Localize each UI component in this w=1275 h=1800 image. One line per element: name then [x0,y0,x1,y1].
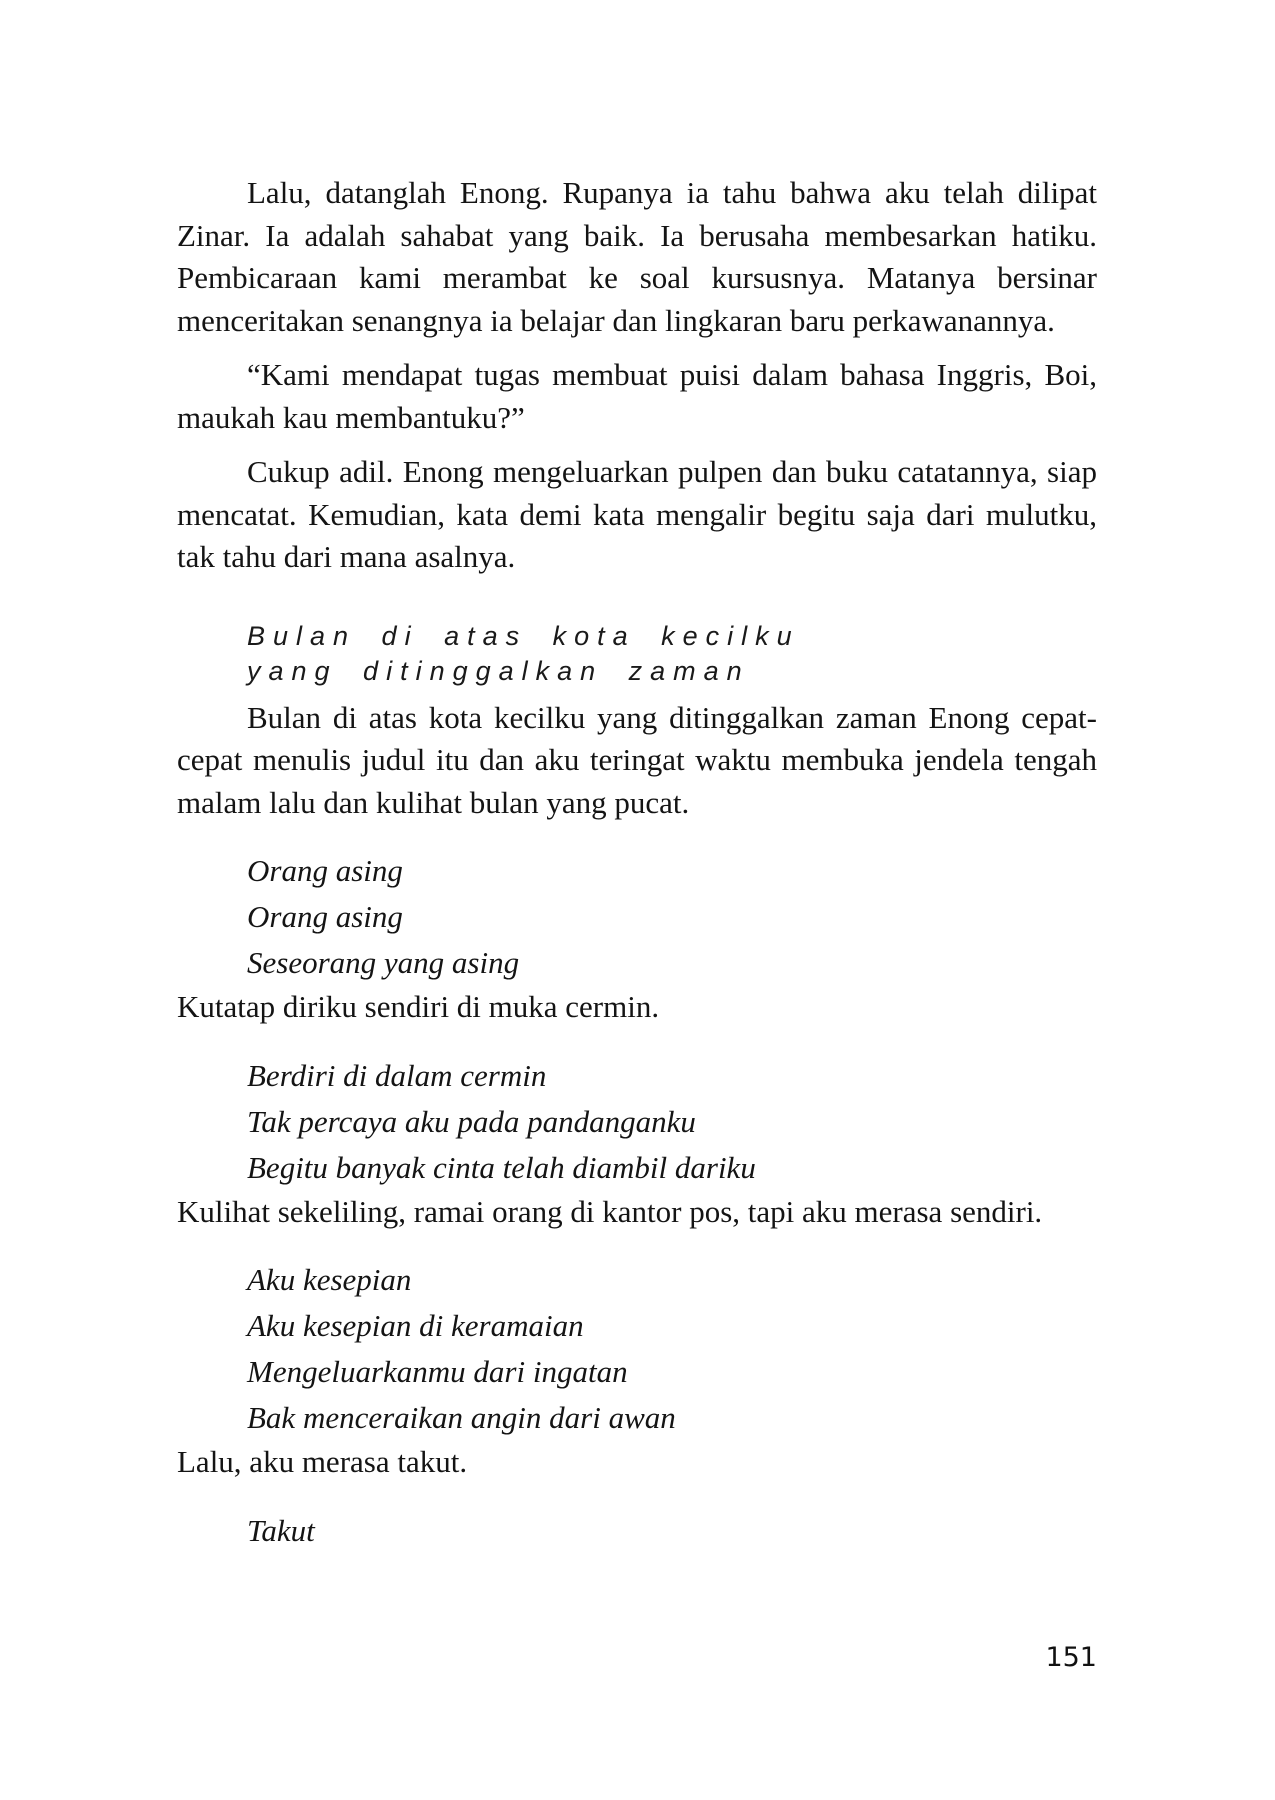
poem-line: Berdiri di dalam cermin [247,1057,547,1093]
poem-stanza [177,1053,1097,1191]
poem-stanza [177,1257,1097,1441]
flush-line: Lalu, aku merasa takut. [177,1444,468,1479]
body-paragraph: Cukup adil. Enong mengeluarkan pulpen dan buku catatannya, siap mencatat. Kemudian, kata demi kata mengalir begitu saja dari mulutku, tak tahu dari mana asalnya. [177,454,1097,574]
flush-line: Kutatap diriku sendiri di muka cermin. [177,989,660,1024]
poem-line: Aku kesepian [247,1262,412,1297]
poem-stanza [177,1508,1097,1554]
poem-title [177,619,1097,689]
poem-line: Bak menceraikan angin dari awan [247,1400,676,1435]
body-paragraph: Lalu, datanglah Enong. Rupanya ia tahu bahwa aku telah dilipat Zinar. Ia adalah sahabat yang baik. Ia berusaha membesarkan hatiku. Pembicaraan kami merambat ke soal kursusnya. Matanya bersinar menceritakan senangnya ia belajar dan lingkaran baru perkawanannya. [177,175,1097,338]
poem-line: Tak percaya aku pada pandanganku [247,1103,696,1139]
body-paragraph: Bulan di atas kota kecilku yang ditinggalkan zaman Enong cepat-cepat menulis judul itu dan aku teringat waktu membuka jendela tengah malam lalu dan kulihat bulan yang pucat. [177,699,1097,820]
poem-line: Takut [247,1512,315,1548]
page-content [177,172,1097,1554]
poem-line: Seseorang yang asing [247,945,520,980]
poem-line: Begitu banyak cinta telah diambil dariku [247,1149,756,1185]
poem-line: Orang asing [247,853,403,888]
poem-line: Aku kesepian di keramaian [247,1308,584,1343]
page-number: 151 [1045,1642,1097,1673]
poem-stanza [177,848,1097,986]
poem-title-line: Bulan di atas kota kecilku [247,620,800,651]
poem-line: Orang asing [247,899,403,934]
body-paragraph: “Kami mendapat tugas membuat puisi dalam bahasa Inggris, Boi, maukah kau membantuku?” [177,357,1097,435]
poem-title-line: yang ditinggalkan zaman [247,655,750,686]
poem-line: Mengeluarkanmu dari ingatan [247,1354,628,1389]
flush-line: Kulihat sekeliling, ramai orang di kantor pos, tapi aku merasa sendiri. [177,1193,1043,1229]
